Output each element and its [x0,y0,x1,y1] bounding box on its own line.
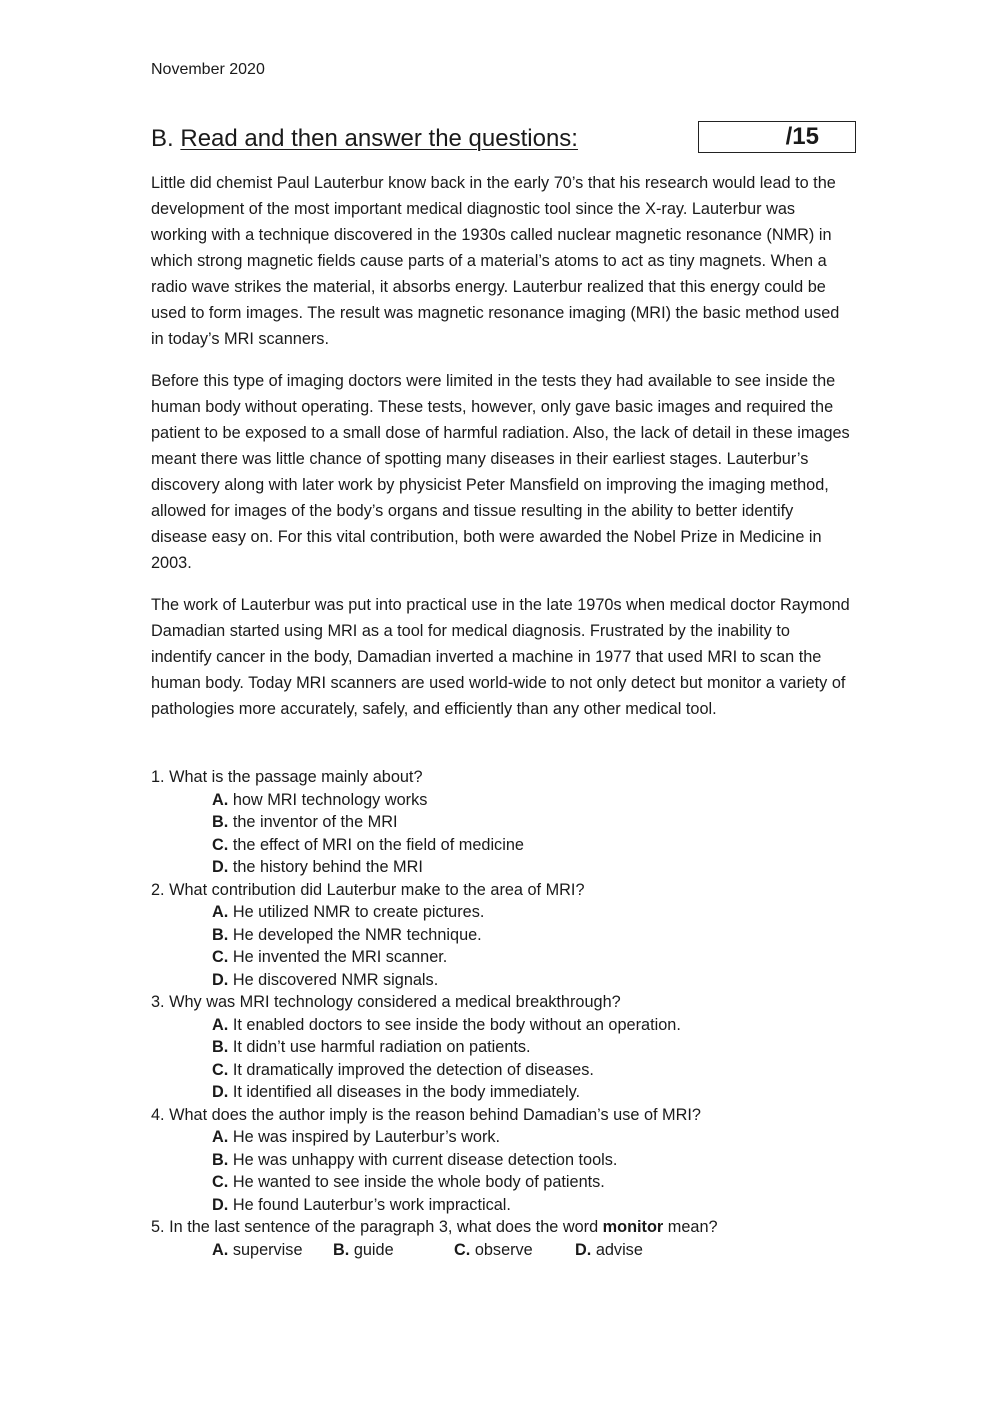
section-instruction: Read and then answer the questions: [180,125,578,152]
answer-option[interactable] [212,901,851,924]
section-header [151,124,858,158]
option-letter: A. [212,1015,229,1034]
score-total: /15 [785,123,819,150]
answer-option[interactable] [212,1059,851,1082]
answer-options [212,901,851,991]
option-text: guide [353,1240,394,1259]
answer-option[interactable] [212,1149,851,1172]
option-letter: D. [212,858,229,876]
question-prefix: 5. In the last sentence of the paragraph 3, what does the word [151,1218,599,1236]
option-letter: B. [212,1150,229,1169]
answer-option[interactable] [454,1239,575,1262]
answer-option[interactable] [212,856,851,879]
answer-option[interactable] [212,1081,851,1104]
option-letter: C. [212,835,229,854]
section-prefix: B. [151,125,174,152]
question-1 [151,766,851,879]
answer-option[interactable] [212,969,851,992]
answer-options [212,1239,851,1262]
answer-option[interactable] [212,1036,851,1059]
answer-options [212,1014,851,1104]
answer-option[interactable] [212,834,851,857]
passage-paragraph-2: Before this type of imaging doctors were limited in the tests they had available to see inside the human body without operating. These tests, however, only gave basic images and required the patient to be exposed to a small dose of harmful radiation. Also, the lack of detail in these images meant there was little chance of spotting many diseases in their earliest stages. Lauterbur’s discovery along with later work by physicist Peter Mansfield on improving the imaging method, allowed for images of the body’s organs and tissue resulting in the ability to better identify disease easy on. For this vital contribution, both were awarded the Nobel Prize in Medicine in 2003. [151,372,850,572]
option-letter: B. [212,1038,229,1056]
answer-option[interactable] [575,1239,643,1262]
question-text: 3. Why was MRI technology considered a medical breakthrough? [151,993,621,1011]
option-text: He found Lauterbur’s work impractical. [232,1195,511,1214]
option-letter: D. [212,970,229,989]
option-text: the inventor of the MRI [232,813,398,831]
option-letter: C. [454,1240,471,1259]
answer-option[interactable] [212,1171,851,1194]
answer-option[interactable] [212,924,851,947]
question-keyword: monitor [602,1218,664,1236]
question-text: 4. What does the author imply is the reason behind Damadian’s use of MRI? [151,1105,701,1124]
question-text: 1. What is the passage mainly about? [151,768,423,786]
question-suffix: mean? [667,1218,718,1236]
section-title [151,124,578,154]
option-text: how MRI technology works [232,790,428,809]
option-text: It didn’t use harmful radiation on patients. [232,1038,531,1056]
answer-option[interactable] [212,789,851,812]
option-letter: B. [333,1240,350,1259]
answer-option[interactable] [212,1194,851,1217]
option-letter: A. [212,790,229,809]
question-5 [151,1216,851,1261]
option-text: advise [595,1240,643,1259]
question-2 [151,879,851,992]
date-header: November 2020 [151,61,265,78]
option-text: supervise [232,1240,303,1259]
question-4 [151,1104,851,1217]
answer-option[interactable] [212,1239,333,1262]
option-letter: C. [212,1060,229,1079]
option-text: He discovered NMR signals. [232,970,439,989]
option-text: He utilized NMR to create pictures. [232,903,485,921]
option-letter: A. [212,1240,229,1259]
option-text: It enabled doctors to see inside the body without an operation. [232,1015,681,1034]
option-letter: A. [212,903,229,921]
answer-option[interactable] [212,946,851,969]
option-letter: D. [212,1083,229,1101]
option-text: the history behind the MRI [232,858,423,876]
option-text: observe [474,1240,533,1259]
answer-option[interactable] [212,811,851,834]
option-text: He invented the MRI scanner. [232,948,448,966]
option-text: He developed the NMR technique. [232,925,482,944]
option-text: He was unhappy with current disease detection tools. [232,1150,618,1169]
option-text: He was inspired by Lauterbur’s work. [232,1128,501,1146]
question-text [151,1216,851,1239]
option-letter: C. [212,1173,229,1191]
option-letter: B. [212,813,229,831]
option-text: It identified all diseases in the body immediately. [232,1083,581,1101]
answer-option[interactable] [212,1014,851,1037]
score-box [698,121,856,153]
option-letter: A. [212,1128,229,1146]
option-text: It dramatically improved the detection of diseases. [232,1060,594,1079]
option-letter: D. [212,1195,229,1214]
passage-paragraph-3: The work of Lauterbur was put into practical use in the late 1970s when medical doctor Raymond Damadian started using MRI as a tool for medical diagnosis. Frustrated by the inability to indentify cancer in the body, Damadian inverted a machine in 1977 that used MRI to scan the human body. Today MRI scanners are used world-wide to not only detect but monitor a variety of pathologies more accurately, safely, and efficiently than any other medical tool. [151,596,850,718]
question-list [151,766,851,1261]
answer-options [212,789,851,879]
question-3 [151,991,851,1104]
question-text: 2. What contribution did Lauterbur make to the area of MRI? [151,880,585,899]
option-text: He wanted to see inside the whole body of patients. [232,1173,605,1191]
answer-option[interactable] [212,1126,851,1149]
reading-passage [151,170,851,738]
passage-paragraph-1: Little did chemist Paul Lauterbur know back in the early 70’s that his research would lead to the development of the most important medical diagnostic tool since the X-ray. Lauterbur was working with a technique discovered in the 1930s called nuclear magnetic resonance (NMR) in which strong magnetic fields cause parts of a material’s atoms to act as tiny magnets. When a radio wave strikes the material, it absorbs energy. Lauterbur realized that this energy could be used to form images. The result was magnetic resonance imaging (MRI) the basic method used in today’s MRI scanners. [151,174,840,348]
option-text: the effect of MRI on the field of medicine [232,835,524,854]
option-letter: B. [212,925,229,944]
option-letter: D. [575,1240,592,1259]
answer-options [212,1126,851,1216]
answer-option[interactable] [333,1239,454,1262]
option-letter: C. [212,948,229,966]
